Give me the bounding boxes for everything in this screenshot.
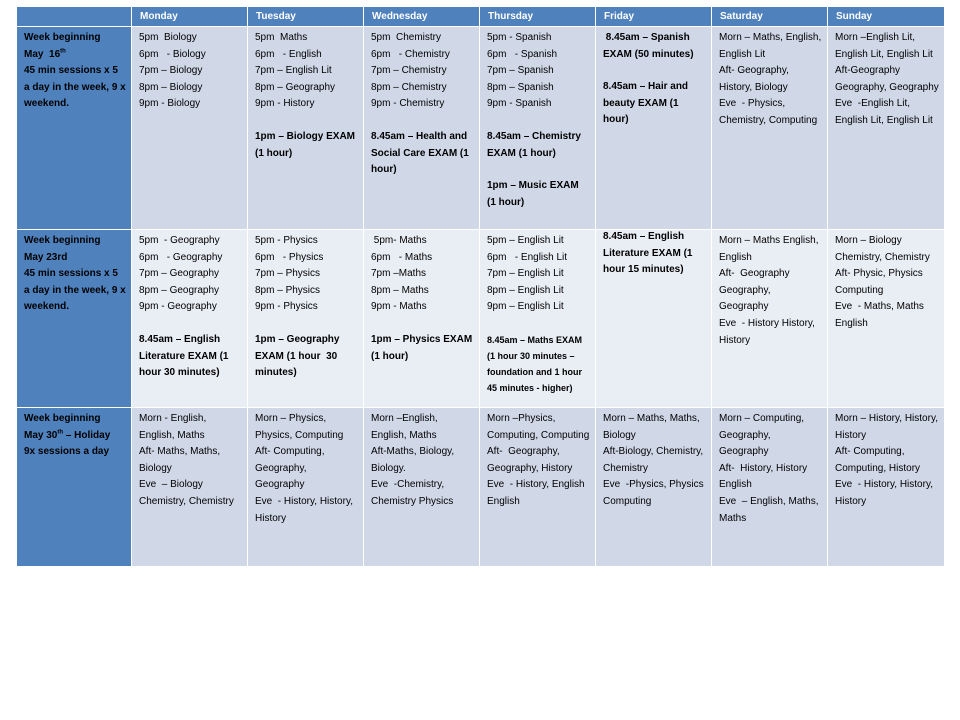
day-cell-thursday: [480, 408, 596, 567]
session-entry: 8pm – Physics: [255, 284, 321, 296]
session-entry: 5pm Chemistry: [371, 32, 442, 43]
session-entry: Eve -Physics, Physics Computing: [603, 479, 707, 507]
block-spacer: [487, 162, 590, 178]
session-entry: Eve - History History, History: [719, 317, 818, 346]
block-spacer: [255, 316, 358, 332]
session-entry: 9pm - Biology: [139, 98, 201, 110]
day-cell-wednesday: [364, 27, 480, 230]
week-header-text: Week beginning: [24, 413, 101, 424]
week-header-cell: [17, 27, 132, 230]
session-entry: 6pm - English: [255, 48, 322, 60]
session-entry: Morn – Maths English, English: [719, 235, 822, 263]
session-entry: Morn – Maths, Maths, Biology: [603, 413, 703, 441]
day-cell-saturday: [712, 408, 828, 567]
exam-entry: 8.45am – Spanish EXAM (50 minutes): [603, 32, 694, 60]
week-header-line: [24, 30, 126, 47]
week-header-line: [24, 233, 126, 250]
session-entry: Aft- Maths, Maths, Biology: [139, 446, 223, 474]
session-entry: 8pm – Maths: [371, 284, 429, 296]
session-entry: 7pm – English Lit: [255, 65, 332, 77]
day-cell-wednesday: [364, 230, 480, 408]
session-entry: 7pm – Physics: [255, 268, 321, 280]
exam-entry: 8.45am – English Literature EXAM (1 hour 15 minutes): [603, 231, 696, 276]
day-cell-monday: [132, 230, 248, 408]
session-entry: Aft- Physic, Physics Computing: [835, 268, 926, 296]
session-entry: Eve - Maths, Maths English: [835, 301, 927, 329]
day-cell-sunday: [828, 27, 945, 230]
session-entry: Aft- Computing, Geography, Geography: [255, 446, 328, 491]
day-cell-saturday: [712, 230, 828, 408]
session-entry: Eve - History, English English: [487, 479, 588, 507]
day-cell-sunday: [828, 408, 945, 567]
week-header-text: – Holiday: [63, 429, 111, 441]
session-entry: 5pm – English Lit: [487, 235, 564, 246]
session-entry: Aft- History, History English: [719, 462, 810, 491]
block-spacer: [487, 316, 590, 332]
session-entry: 8pm – Geography: [255, 81, 336, 93]
block-spacer: [255, 113, 358, 129]
week-header-line: [24, 63, 129, 113]
week-header-text: May 23rd: [24, 251, 68, 263]
session-entry: 5pm - Spanish: [487, 32, 552, 43]
session-entry: 5pm - Physics: [255, 235, 318, 246]
session-entry: 6pm - Maths: [371, 251, 433, 263]
session-entry: 5pm Maths: [255, 32, 308, 43]
week-row-1: [17, 27, 945, 230]
ordinal-suffix: th: [60, 48, 66, 55]
corner-cell: [17, 7, 132, 27]
session-entry: 7pm – English Lit: [487, 268, 564, 280]
exam-entry: 1pm – Geography EXAM (1 hour 30 minutes): [255, 333, 343, 379]
session-entry: 6pm - Geography: [139, 251, 223, 263]
session-entry: 9pm - Physics: [255, 301, 318, 313]
day-cell-friday: [596, 27, 712, 230]
session-entry: 6pm - Chemistry: [371, 48, 450, 60]
week-row-3: [17, 408, 945, 567]
session-entry: Eve -Chemistry, Chemistry Physics: [371, 479, 454, 507]
session-entry: 6pm - Spanish: [487, 48, 558, 60]
week-row-2: [17, 230, 945, 408]
week-header-text: 45 min sessions x 5 a day in the week, 9 x weekend.: [24, 65, 129, 110]
week-header-line: [24, 250, 126, 267]
block-spacer: [371, 113, 474, 129]
session-entry: 9pm – English Lit: [487, 301, 564, 313]
week-header-text: May 16: [24, 48, 61, 60]
day-cell-wednesday: [364, 408, 480, 567]
exam-entry: 8.45am – Health and Social Care EXAM (1 hour): [371, 130, 472, 176]
day-cell-monday: [132, 27, 248, 230]
exam-entry: 8.45am – English Literature EXAM (1 hour 30 minutes): [139, 333, 232, 379]
block-spacer: [603, 63, 706, 79]
session-entry: Morn –Physics, Computing, Computing: [487, 413, 590, 441]
day-cell-sunday: [828, 230, 945, 408]
week-header-cell: [17, 408, 132, 567]
session-entry: 7pm – Geography: [139, 268, 220, 280]
session-entry: 8pm – Spanish: [487, 81, 554, 93]
session-entry: Morn – History, History, History: [835, 413, 941, 441]
block-spacer: [487, 113, 590, 129]
day-cell-saturday: [712, 27, 828, 230]
session-entry: Aft- Computing, Computing, History: [835, 446, 921, 474]
day-cell-tuesday: [248, 230, 364, 408]
session-entry: Morn – Computing, Geography, Geography: [719, 413, 807, 458]
session-entry: 7pm – Spanish: [487, 65, 554, 77]
session-entry: 8pm – English Lit: [487, 284, 564, 296]
day-cell-thursday: [480, 27, 596, 230]
day-header-friday: Friday: [596, 7, 712, 27]
session-entry: 9pm - Chemistry: [371, 98, 445, 110]
session-entry: 6pm - Biology: [139, 48, 206, 60]
week-header-text: May 30: [24, 429, 58, 441]
week-header-line: [24, 47, 126, 64]
block-spacer: [139, 316, 242, 332]
session-entry: 8pm – Chemistry: [371, 81, 447, 93]
session-entry: Morn –English, English, Maths: [371, 413, 441, 441]
session-entry: Aft- Geography, History, Biology: [719, 65, 792, 93]
session-entry: Eve - Physics, Chemistry, Computing: [719, 98, 818, 126]
session-entry: Morn – Physics, Physics, Computing: [255, 413, 344, 441]
exam-entry: 8.45am – Chemistry EXAM (1 hour): [487, 130, 584, 159]
day-cell-tuesday: [248, 27, 364, 230]
session-entry: Aft-Maths, Biology, Biology.: [371, 446, 457, 474]
day-header-monday: Monday: [132, 7, 248, 27]
session-entry: Morn –English Lit, English Lit, English Lit: [835, 32, 933, 60]
day-header-wednesday: Wednesday: [364, 7, 480, 27]
session-entry: Aft- Geography Geography, Geography: [719, 268, 793, 313]
day-cell-monday: [132, 408, 248, 567]
day-header-thursday: Thursday: [480, 7, 596, 27]
week-header-cell: [17, 230, 132, 408]
timetable-body: [17, 27, 945, 567]
session-entry: 5pm- Maths: [371, 235, 427, 246]
week-header-text: Week beginning: [24, 32, 101, 43]
session-entry: 7pm – Chemistry: [371, 65, 447, 77]
session-entry: Aft-Biology, Chemistry, Chemistry: [603, 446, 706, 474]
session-entry: 9pm - Geography: [139, 301, 217, 313]
session-entry: Eve – English, Maths, Maths: [719, 495, 822, 524]
session-entry: 9pm - History: [255, 98, 315, 110]
day-cell-friday: [596, 408, 712, 567]
week-header-text: 45 min sessions x 5 a day in the week, 9 x weekend.: [24, 268, 129, 313]
exam-entry: 8.45am – Hair and beauty EXAM (1 hour): [603, 81, 691, 126]
day-header-row: [17, 7, 945, 27]
exam-entry: 1pm – Physics EXAM (1 hour): [371, 333, 475, 362]
session-entry: 9pm - Spanish: [487, 98, 552, 110]
session-entry: Eve - History, History, History: [835, 479, 936, 507]
session-entry: Aft- Geography, Geography, History: [487, 446, 573, 474]
week-header-line: [24, 428, 126, 445]
week-header-line: [24, 266, 129, 316]
exam-entry: 1pm – Music EXAM (1 hour): [487, 180, 582, 208]
week-header-text: 9x sessions a day: [24, 446, 110, 458]
block-spacer: [371, 316, 474, 332]
session-entry: 8pm – Geography: [139, 284, 220, 296]
week-header-line: [24, 444, 126, 461]
week-header-line: [24, 411, 126, 428]
session-entry: Morn – Biology Chemistry, Chemistry: [835, 235, 930, 263]
day-header-sunday: Sunday: [828, 7, 945, 27]
session-entry: 7pm – Biology: [139, 65, 203, 77]
revision-timetable: [16, 6, 945, 567]
session-entry: Morn – Maths, English, English Lit: [719, 32, 825, 60]
day-cell-friday: [596, 230, 712, 408]
day-header-tuesday: Tuesday: [248, 7, 364, 27]
ordinal-suffix: th: [57, 429, 64, 436]
session-entry: 6pm - English Lit: [487, 251, 568, 263]
exam-entry: 8.45am – Maths EXAM (1 hour 30 minutes – foundation and 1 hour 45 minutes - higher): [487, 334, 585, 393]
session-entry: 7pm –Maths: [371, 268, 427, 280]
session-entry: Eve - History, History, History: [255, 495, 356, 524]
session-entry: Eve -English Lit, English Lit, English Lit: [835, 98, 933, 126]
week-header-text: Week beginning: [24, 235, 101, 246]
day-cell-thursday: [480, 230, 596, 408]
session-entry: 6pm - Physics: [255, 251, 324, 263]
exam-entry: 1pm – Biology EXAM (1 hour): [255, 130, 358, 159]
session-entry: Eve – Biology Chemistry, Chemistry: [139, 479, 234, 507]
day-header-saturday: Saturday: [712, 7, 828, 27]
session-entry: Morn - English, English, Maths: [139, 413, 210, 441]
session-entry: 5pm Biology: [139, 32, 197, 43]
session-entry: 5pm - Geography: [139, 235, 220, 246]
day-cell-tuesday: [248, 408, 364, 567]
session-entry: 8pm – Biology: [139, 81, 203, 93]
session-entry: Aft-Geography Geography, Geography: [835, 65, 939, 93]
session-entry: 9pm - Maths: [371, 301, 427, 313]
